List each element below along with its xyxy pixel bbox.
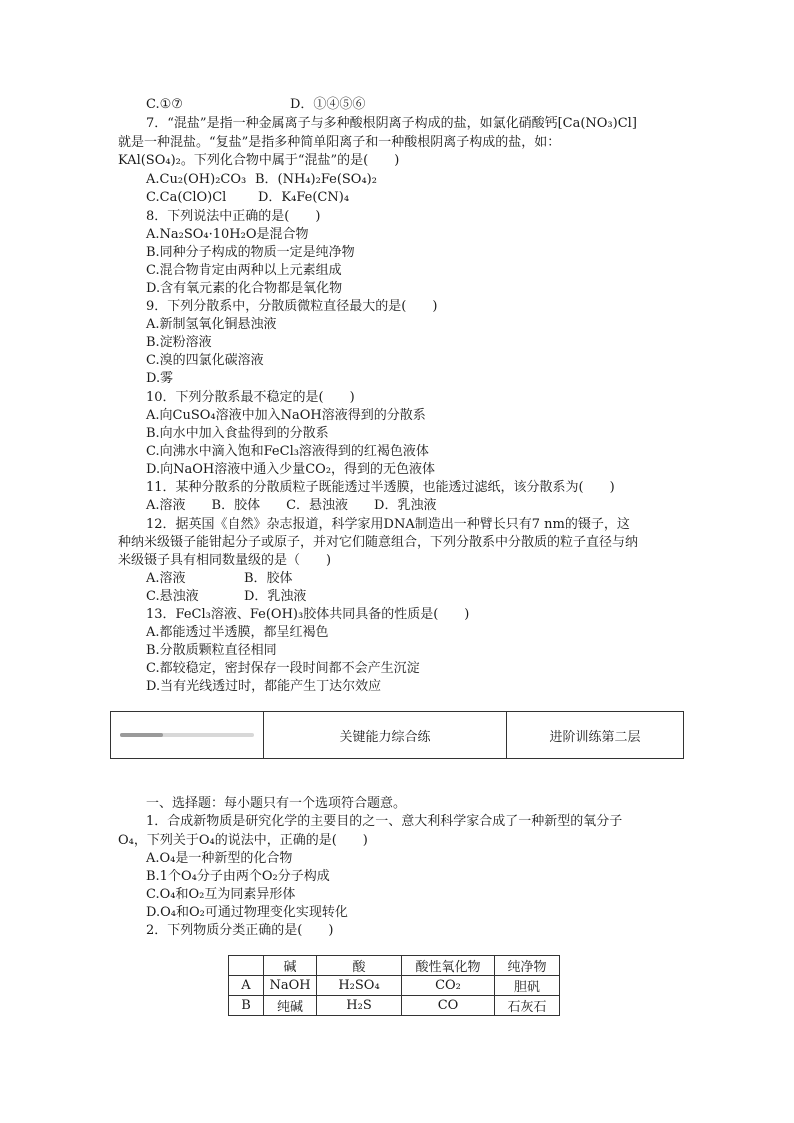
q10-stem: 10．下列分散系最不稳定的是( ): [146, 390, 355, 405]
q8-option-d: D.含有氧元素的化合物都是氧化物: [146, 281, 343, 296]
q10-option-c: C.向沸水中滴入饱和FeCl₃溶液得到的红褐色液体: [146, 444, 429, 459]
table-header-cell: 酸性氧化物: [402, 956, 495, 976]
table-cell: 纯碱: [264, 996, 317, 1016]
q9-option-b: B.淀粉溶液: [146, 335, 212, 350]
s1-option-c: C.O₄和O₂互为同素异形体: [146, 887, 296, 902]
classification-table: [228, 955, 560, 1016]
table-cell: B: [229, 996, 264, 1016]
s1-option-d: D.O₄和O₂可通过物理变化实现转化: [146, 905, 348, 920]
q13-option-b: B.分散质颗粒直径相同: [146, 643, 277, 658]
q8-stem: 8．下列说法中正确的是( ): [146, 209, 321, 224]
q12-stem-line1: 12．据英国《自然》杂志报道，科学家用DNA制造出一种臂长只有7 nm的镊子，这: [146, 517, 630, 532]
q8-option-a: A.Na₂SO₄·10H₂O是混合物: [146, 227, 309, 242]
table-row: [229, 996, 560, 1016]
banner-progress-cell: [111, 712, 264, 758]
table-header-cell: 碱: [264, 956, 317, 976]
table-header-cell: 纯净物: [495, 956, 560, 976]
q9-option-a: A.新制氢氧化铜悬浊液: [146, 317, 277, 332]
table-row: [229, 976, 560, 996]
table-header-cell: [229, 956, 264, 976]
q12-option-c: C.悬浊液: [146, 589, 199, 604]
section-banner: [110, 711, 684, 759]
q10-option-a: A.向CuSO₄溶液中加入NaOH溶液得到的分散系: [146, 408, 426, 423]
q12-option-b: B．胶体: [244, 571, 293, 586]
q7-option-c: C.Ca(ClO)Cl: [146, 190, 227, 205]
q10-option-b: B.向水中加入食盐得到的分散系: [146, 426, 329, 441]
q10-option-d: D.向NaOH溶液中通入少量CO₂，得到的无色液体: [146, 462, 436, 477]
table-cell: H₂SO₄: [317, 976, 402, 996]
banner-level: 进阶训练第二层: [549, 729, 641, 745]
table-cell: CO₂: [402, 976, 495, 996]
banner-title: 关键能力综合练: [264, 712, 507, 758]
table-cell: A: [229, 976, 264, 996]
q7-stem-line2: 就是一种混盐。“复盐”是指多种简单阳离子和一种酸根阴离子构成的盐，如：: [118, 135, 561, 150]
table-cell: H₂S: [317, 996, 402, 1016]
progress-bar-fill: [120, 733, 163, 737]
table-cell: 胆矾: [495, 976, 560, 996]
q6-option-d: D．①④⑤⑥: [290, 97, 366, 112]
section-title: 一、选择题：每小题只有一个选项符合题意。: [146, 796, 407, 811]
q7-option-d: D．K₄Fe(CN)₄: [258, 190, 350, 205]
progress-bar: [120, 733, 254, 737]
q8-option-c: C.混合物肯定由两种以上元素组成: [146, 263, 342, 278]
s2-stem: 2．下列物质分类正确的是( ): [146, 923, 334, 938]
q13-stem: 13．FeCl₃溶液、Fe(OH)₃胶体共同具备的性质是( ): [146, 607, 470, 622]
q12-option-a: A.溶液: [146, 571, 186, 586]
q13-option-c: C.都较稳定，密封保存一段时间都不会产生沉淀: [146, 661, 420, 676]
s1-option-a: A.O₄是一种新型的化合物: [146, 851, 293, 866]
q12-option-d: D．乳浊液: [244, 589, 307, 604]
q11-options: A.溶液 B．胶体 C．悬浊液 D．乳浊液: [146, 498, 437, 513]
q7-option-b: B．(NH₄)₂Fe(SO₄)₂: [255, 172, 377, 187]
q7-stem-line1: 7．“混盐”是指一种金属离子与多种酸根阴离子构成的盐，如氯化硝酸钙[Ca(NO₃)Cl]: [146, 116, 637, 131]
q8-option-b: B.同种分子构成的物质一定是纯净物: [146, 245, 355, 260]
s1-stem-line2: O₄，下列关于O₄的说法中，正确的是( ): [118, 833, 368, 848]
q6-option-c: C.①⑦: [146, 97, 183, 112]
table-cell: CO: [402, 996, 495, 1016]
q11-stem: 11．某种分散系的分散质粒子既能透过半透膜，也能透过滤纸，该分散系为( ): [146, 480, 615, 495]
q9-option-d: D.雾: [146, 371, 174, 386]
q13-option-a: A.都能透过半透膜，都呈红褐色: [146, 625, 329, 640]
q9-stem: 9．下列分散系中，分散质微粒直径最大的是( ): [146, 299, 438, 314]
table-header-row: [229, 956, 560, 976]
q12-stem-line3: 米级镊子具有相同数量级的是（ ): [118, 553, 332, 568]
s1-stem-line1: 1．合成新物质是研究化学的主要目的之一、意大利科学家合成了一种新型的氧分子: [146, 814, 623, 829]
table-header-cell: 酸: [317, 956, 402, 976]
s1-option-b: B.1个O₄分子由两个O₂分子构成: [146, 869, 330, 884]
table-cell: 石灰石: [495, 996, 560, 1016]
q7-stem-line3: KAl(SO₄)₂。下列化合物中属于“混盐”的是( ): [118, 153, 400, 168]
table-cell: NaOH: [264, 976, 317, 996]
q12-stem-line2: 种纳米级镊子能钳起分子或原子，并对它们随意组合，下列分散系中分散质的粒子直径与纳: [118, 535, 639, 550]
q9-option-c: C.溴的四氯化碳溶液: [146, 353, 264, 368]
q13-option-d: D.当有光线透过时，都能产生丁达尔效应: [146, 679, 382, 694]
q7-option-a: A.Cu₂(OH)₂CO₃: [146, 172, 247, 187]
